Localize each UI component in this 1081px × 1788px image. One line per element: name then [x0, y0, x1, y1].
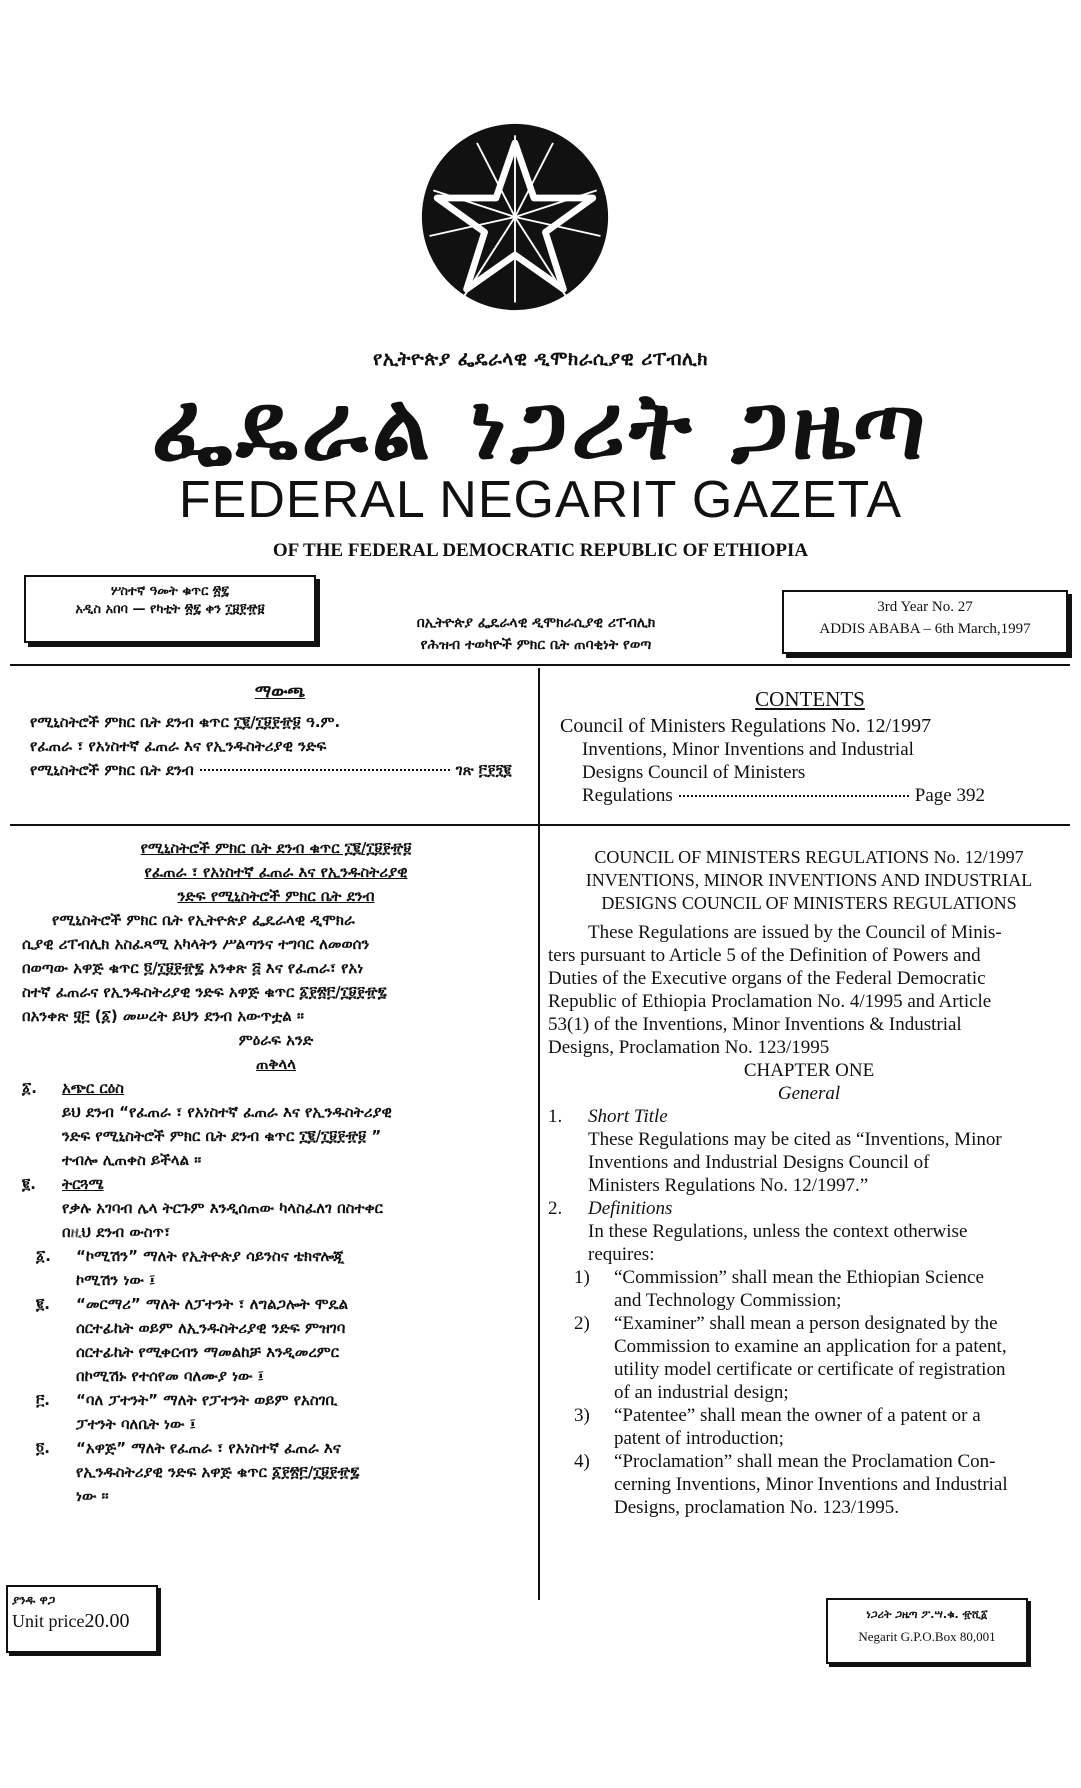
unit-price-box [6, 1585, 158, 1653]
contents-line: Regulations Page 392 [582, 785, 985, 806]
definition-line: cerning Inventions, Minor Inventions and Industrial [614, 1474, 1008, 1495]
contents-heading-english: CONTENTS [755, 687, 865, 711]
definition-item: 2) “Examiner” shall mean a person designated by the [574, 1313, 998, 1334]
preamble-line: Designs, Proclamation No. 123/1995 [548, 1037, 830, 1058]
regulation-title: INVENTIONS, MINOR INVENTIONS AND INDUSTRIAL [585, 870, 1033, 890]
contents-line: የፈጠራ ፣ የአነስተኛ ፈጠራ እና የኢንዱስትሪያዊ ንድፍ [30, 737, 327, 755]
unit-price-value: 20.00 [84, 1610, 130, 1632]
regulation-title: COUNCIL OF MINISTERS REGULATIONS No. 12/1997 [594, 847, 1024, 867]
preamble-line: ters pursuant to Article 5 of the Definition of Powers and [548, 945, 981, 966]
definition-line: ኮሚሽን ነው ፤ [76, 1271, 156, 1289]
contents-line: የሚኒስትሮች ምክር ቤት ደንብ ገጽ ፫፻፺፪ [30, 761, 512, 779]
body-amharic [22, 836, 530, 1508]
definition-line: utility model certificate or certificate of registration [614, 1359, 1006, 1380]
preamble-line: Duties of the Executive organs of the Federal Democratic [548, 968, 986, 989]
publication-authority [336, 612, 736, 656]
definition-item: 4) “Proclamation” shall mean the Proclamation Con- [574, 1451, 996, 1472]
postbox-amharic: ነጋሪት ጋዜጣ ፖ.ሣ.ቁ. ፹ሺ፩ [866, 1608, 988, 1621]
gazette-title-english: FEDERAL NEGARIT GAZETA [178, 471, 903, 529]
body-english [548, 846, 1070, 1519]
preamble-line: ሲያዊ ሪፐብሊክ አስፈጻሚ አካላትን ሥልጣንና ተግባር ለመወሰን [22, 935, 370, 953]
definition-line: Commission to examine an application for a patent, [614, 1336, 1007, 1357]
issue-year-amharic: ሦስተኛ ዓመት ቁጥር ፳፯ [110, 584, 230, 599]
issue-box-english [782, 590, 1068, 654]
definition-line: and Technology Commission; [614, 1290, 842, 1311]
definition-line: patent of introduction; [614, 1428, 784, 1449]
contents-line: Council of Ministers Regulations No. 12/1997 [560, 715, 932, 737]
contents-heading-amharic: ማውጫ [254, 682, 306, 702]
regulation-title: ንድፍ የሚኒስትሮች ምክር ቤት ደንብ [177, 887, 375, 905]
section-line: In these Regulations, unless the context otherwise [588, 1221, 968, 1242]
chapter-heading: CHAPTER ONE [743, 1060, 875, 1081]
chapter-subheading: General [777, 1083, 841, 1104]
unit-price-label: Unit price [12, 1611, 85, 1631]
column-divider [538, 668, 540, 1600]
contents-amharic [30, 680, 530, 782]
postbox-box [826, 1598, 1028, 1664]
issue-date-english: ADDIS ABABA – 6th March,1997 [819, 621, 1031, 637]
definition-line: የኢንዱስትሪያዊ ንድፍ አዋጅ ቁጥር ፩፻፳፫/፲፱፻፹፯ [76, 1463, 360, 1481]
preamble-line: These Regulations are issued by the Council of Minis- [588, 922, 1002, 943]
definition-item: 1) “Commission” shall mean the Ethiopian Science [574, 1267, 984, 1288]
authority-line-2: የሕዝብ ተወካዮች ምክር ቤት ጠባቂነት የወጣ [420, 637, 652, 653]
section-line: ተብሎ ሊጠቀስ ይችላል ። [62, 1151, 202, 1169]
gazette-subtitle: OF THE FEDERAL DEMOCRATIC REPUBLIC OF ETHIOPIA [272, 540, 809, 561]
issue-date-amharic: አዲስ አበባ — የካቲት ፳፯ ቀን ፲፱፻፹፱ [75, 602, 265, 617]
regulation-title: የፈጠራ ፣ የአነስተኛ ፈጠራ እና የኢንዱስትሪያዊ [144, 863, 408, 881]
definition-line: ነው ። [76, 1487, 109, 1505]
definition-line: Designs, proclamation No. 123/1995. [614, 1497, 899, 1518]
regulation-title: DESIGNS COUNCIL OF MINISTERS REGULATIONS [601, 893, 1017, 913]
definition-line: of an industrial design; [614, 1382, 789, 1403]
contents-divider [10, 824, 1070, 826]
chapter-subheading: ጠቅላላ [256, 1055, 296, 1073]
definition-line: ሰርተፊኬት የሚቀርብን ማመልከቻ እንዲመረምር [76, 1343, 340, 1361]
contents-line: Designs Council of Ministers [582, 762, 806, 783]
section-line: በዚህ ደንብ ውስጥ፣ [62, 1223, 171, 1241]
definition-item: ፫. “ባለ ፓተንት” ማለት የፓተንት ወይም የአስገቢ [36, 1391, 338, 1409]
preamble-line: የሚኒስትሮች ምክር ቤት የኢትዮጵያ ፌዴራላዊ ዲሞክራ [52, 911, 355, 929]
definition-item: ፬. “አዋጅ” ማለት የፈጠራ ፣ የአነስተኛ ፈጠራ እና [36, 1439, 341, 1457]
preamble-line: በአንቀጽ ፶፫ (፩) መሠረት ይህን ደንብ አውጥቷል ። [22, 1007, 304, 1025]
contents-line: Inventions, Minor Inventions and Industrial [582, 739, 914, 760]
preamble-line: 53(1) of the Inventions, Minor Inventions & Industrial [548, 1014, 962, 1035]
section-line: ንድፍ የሚኒስትሮች ምክር ቤት ደንብ ቁጥር ፲፪/፲፱፻፹፱ ” [62, 1127, 382, 1145]
section-line: የቃሉ አገባብ ሌላ ትርጉም እንዲሰጠው ካላስፈለገ በስተቀር [62, 1199, 383, 1217]
contents-english [560, 688, 1060, 807]
contents-page-english: Page 392 [914, 785, 985, 806]
chapter-heading: ምዕራፍ አንድ [238, 1031, 314, 1049]
definition-item: ፪. “መርማሪ” ማለት ለፓተንት ፣ ለግልጋሎት ሞዴል [36, 1295, 349, 1313]
republic-name-amharic: የኢትዮጵያ ፌዴራላዊ ዲሞክራሲያዊ ሪፐብሊክ [372, 348, 709, 370]
contents-line: የሚኒስትሮች ምክር ቤት ደንብ ቁጥር ፲፪/፲፱፻፹፱ ዓ.ም. [30, 713, 341, 731]
regulation-title: የሚኒስትሮች ምክር ቤት ደንብ ቁጥር ፲፪/፲፱፻፹፱ [140, 839, 412, 857]
definition-line: በኮሚሽኑ የተሰየመ ባለሙያ ነው ፤ [76, 1367, 264, 1385]
preamble-line: Republic of Ethiopia Proclamation No. 4/1995 and Article [548, 991, 992, 1012]
authority-line-1: በኢትዮጵያ ፌዴራላዊ ዲሞክራሲያዊ ሪፐብሊክ [416, 615, 656, 631]
top-divider [10, 664, 1070, 666]
contents-page-amharic: ገጽ ፫፻፺፪ [455, 761, 512, 779]
section-heading: ፩. አጭር ርዕስ [22, 1079, 124, 1097]
issue-year-english: 3rd Year No. 27 [877, 599, 973, 615]
section-line: requires: [588, 1244, 655, 1265]
preamble-line: በወጣው አዋጅ ቁጥር ፬/፲፱፻፹፯ አንቀጽ ፭ እና የፈጠራ፣ የአነ [22, 959, 364, 977]
section-line: These Regulations may be cited as “Inventions, Minor [588, 1129, 1002, 1150]
definition-item: ፩. “ኮሚሽን” ማለት የኢትዮጵያ ሳይንስና ቴክኖሎጂ [36, 1247, 345, 1265]
definition-item: 3) “Patentee” shall mean the owner of a patent or a [574, 1405, 981, 1426]
section-heading: ፪. ትርጓሜ [22, 1175, 104, 1193]
unit-price-amharic: ያንዱ ዋጋ [12, 1593, 56, 1607]
definition-line: ፓተንት ባለቤት ነው ፤ [76, 1415, 196, 1433]
preamble-line: ስተኛ ፈጠራና የኢንዱስትሪያዊ ንድፍ አዋጅ ቁጥር ፩፻፳፫/፲፱፻፹፯ [22, 983, 387, 1001]
section-heading: 2. Definitions [548, 1198, 673, 1219]
postbox-english: Negarit G.P.O.Box 80,001 [858, 1629, 996, 1644]
gazette-title-amharic: ፌዴራል ነጋሪት ጋዜጣ [151, 373, 930, 480]
national-emblem [420, 122, 610, 312]
section-line: Ministers Regulations No. 12/1997.” [588, 1175, 869, 1196]
section-line: ይህ ደንብ “የፈጠራ ፣ የአነስተኛ ፈጠራ እና የኢንዱስትሪያዊ [62, 1103, 392, 1121]
section-heading: 1. Short Title [548, 1106, 668, 1127]
issue-box-amharic [24, 575, 316, 643]
section-line: Inventions and Industrial Designs Council of [588, 1152, 930, 1173]
definition-line: ሰርተፊኬት ወይም ለኢንዱስትሪያዊ ንድፍ ምዝገባ [76, 1319, 346, 1337]
